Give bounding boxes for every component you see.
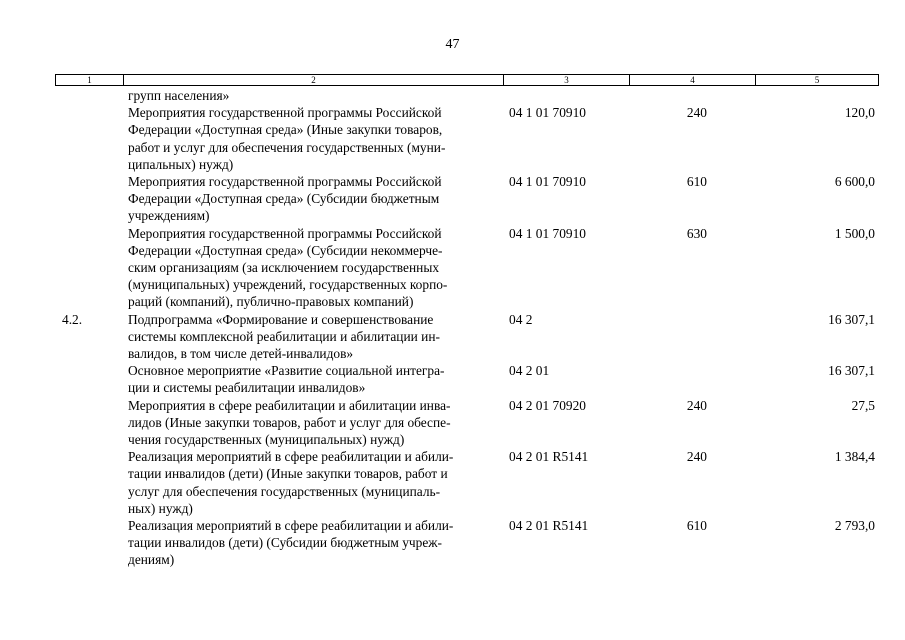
row-description: Мероприятия государственной программы Российской Федерации «Доступная среда» (Субсидии некоммерче- ским организациям (за исключением государственных (муниципальных) учреждений, государственных корпо- раций (компаний), публично-правовых компаний) xyxy=(128,225,448,310)
row-amount: 6 600,0 xyxy=(834,174,875,190)
row-number xyxy=(55,87,123,104)
row-amount: 2 793,0 xyxy=(834,518,875,534)
header-col-2: 2 xyxy=(124,75,504,85)
row-number: 4.2. xyxy=(62,311,83,327)
row-amount: 16 307,1 xyxy=(828,363,875,379)
table-row xyxy=(55,311,879,363)
row-amount: 16 307,1 xyxy=(828,311,875,327)
table-row xyxy=(55,87,879,104)
row-number xyxy=(55,517,123,569)
row-code xyxy=(503,87,629,104)
row-expense-type: 630 xyxy=(686,225,707,241)
row-expense-type: 610 xyxy=(686,518,707,534)
row-code: 04 1 01 70910 xyxy=(509,225,586,241)
row-number xyxy=(55,397,123,449)
table-row xyxy=(55,225,879,311)
row-description: групп населения» xyxy=(128,88,230,103)
page-number: 47 xyxy=(445,37,460,52)
header-col-3: 3 xyxy=(504,75,630,85)
row-code: 04 2 01 R5141 xyxy=(509,449,589,465)
row-amount: 1 384,4 xyxy=(834,449,875,465)
row-expense-type: 610 xyxy=(686,174,707,190)
table-row xyxy=(55,104,879,173)
row-description: Реализация мероприятий в сфере реабилитации и абили- тации инвалидов (дети) (Субсидии бюджетным учреж- дениям) xyxy=(128,518,454,568)
row-code: 04 2 xyxy=(509,311,533,327)
row-expense-type: 240 xyxy=(686,105,707,121)
row-number xyxy=(55,173,123,225)
table-body xyxy=(55,87,879,569)
row-amount xyxy=(707,87,879,104)
row-description: Мероприятия в сфере реабилитации и абилитации инва- лидов (Иные закупки товаров, работ и услуг для обеспе- чения государственных (муниципальных) нужд) xyxy=(128,397,451,448)
row-expense-type xyxy=(629,362,707,396)
row-code: 04 2 01 xyxy=(509,363,550,379)
row-expense-type: 240 xyxy=(686,397,707,413)
row-description: Реализация мероприятий в сфере реабилитации и абили- тации инвалидов (дети) (Иные закупки товаров, работ и услуг для обеспечения государственных (муниципаль- ных) нужд) xyxy=(128,449,454,516)
header-col-4: 4 xyxy=(630,75,756,85)
row-description: Подпрограмма «Формирование и совершенствование системы комплексной реабилитации и абилитации ин- валидов, в том числе детей-инвалидов» xyxy=(128,311,440,362)
header-col-1: 1 xyxy=(56,75,124,85)
row-description: Мероприятия государственной программы Российской Федерации «Доступная среда» (Субсидии бюджетным учреждениям) xyxy=(128,174,442,224)
table-row xyxy=(55,173,879,225)
row-amount: 27,5 xyxy=(851,397,875,413)
row-amount: 120,0 xyxy=(844,105,875,121)
row-description: Основное мероприятие «Развитие социальной интегра- ции и системы реабилитации инвалидов» xyxy=(128,363,445,396)
row-code: 04 1 01 70910 xyxy=(509,105,586,121)
table-row xyxy=(55,448,879,517)
row-number xyxy=(55,448,123,517)
table-row xyxy=(55,362,879,396)
row-expense-type xyxy=(629,87,707,104)
row-number xyxy=(55,362,123,396)
row-expense-type: 240 xyxy=(686,449,707,465)
header-col-5: 5 xyxy=(814,75,820,85)
table-header xyxy=(55,74,879,86)
row-description: Мероприятия государственной программы Российской Федерации «Доступная среда» (Иные закупки товаров, работ и услуг для обеспечения государственных (муни- ципальных) нужд) xyxy=(128,105,446,172)
row-amount: 1 500,0 xyxy=(834,225,875,241)
row-code: 04 2 01 R5141 xyxy=(509,518,589,534)
table-row xyxy=(55,517,879,569)
table-row xyxy=(55,397,879,449)
row-number xyxy=(55,225,123,311)
row-code: 04 2 01 70920 xyxy=(509,397,586,413)
row-number xyxy=(55,104,123,173)
row-expense-type xyxy=(629,311,707,363)
row-code: 04 1 01 70910 xyxy=(509,174,586,190)
